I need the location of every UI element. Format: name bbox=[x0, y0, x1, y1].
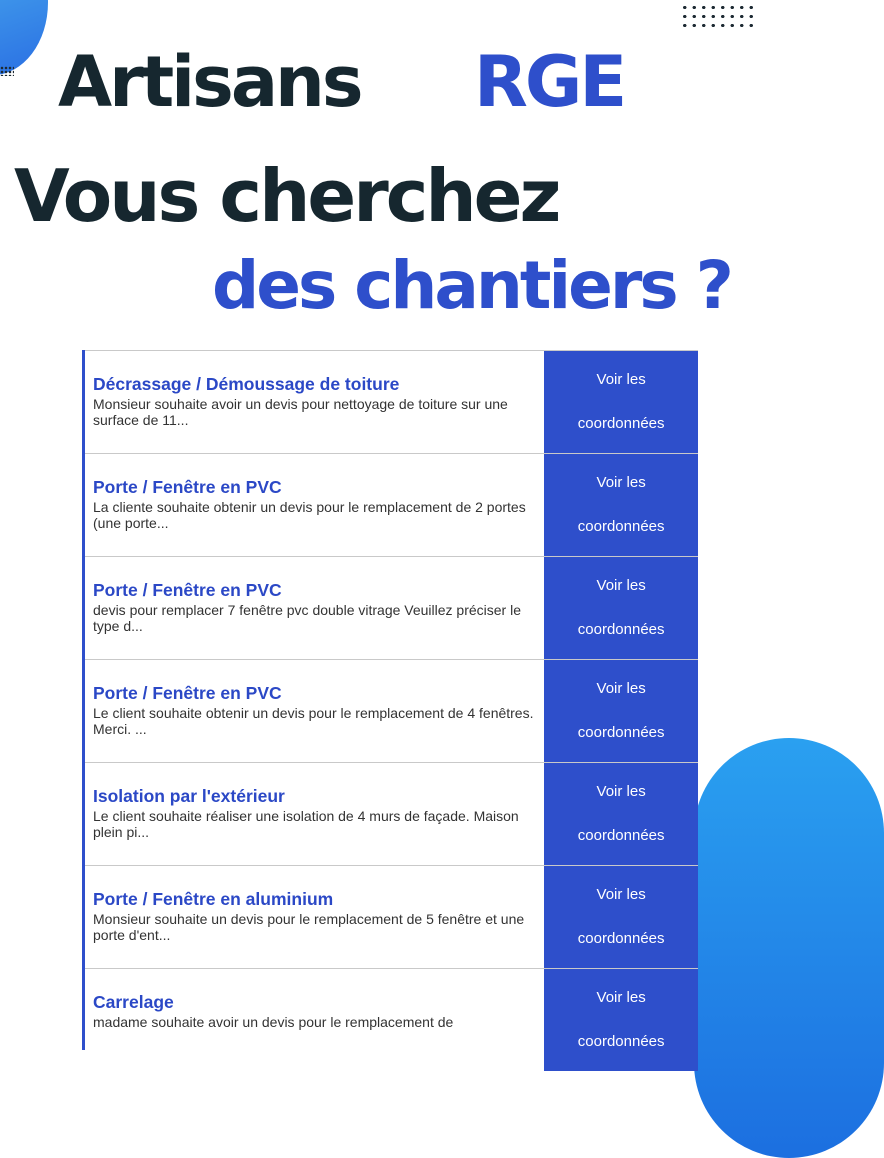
headline-artisans: Artisans bbox=[58, 41, 361, 123]
button-label-line1: Voir les bbox=[596, 989, 646, 1006]
button-label-line1: Voir les bbox=[596, 371, 646, 388]
button-label-line2: coordonnées bbox=[577, 518, 665, 535]
listing-title[interactable]: Carrelage bbox=[93, 992, 174, 1012]
listing-title[interactable]: Décrassage / Démoussage de toiture bbox=[93, 374, 400, 394]
view-contact-button[interactable] bbox=[544, 660, 698, 762]
view-contact-button[interactable] bbox=[544, 969, 698, 1071]
listing-description: Le client souhaite obtenir un devis pour le remplacement de 4 fenêtres. Merci. ... bbox=[93, 705, 534, 737]
list-item bbox=[85, 556, 698, 659]
button-label-line2: coordonnées bbox=[577, 1033, 665, 1050]
button-label-line2: coordonnées bbox=[577, 930, 665, 947]
headline-rge: RGE bbox=[474, 41, 625, 123]
button-label-line1: Voir les bbox=[596, 783, 646, 800]
list-item bbox=[85, 453, 698, 556]
decorative-blob-bottom bbox=[694, 738, 884, 1158]
job-listing bbox=[82, 350, 698, 1050]
listing-title[interactable]: Porte / Fenêtre en PVC bbox=[93, 580, 282, 600]
listing-text bbox=[85, 660, 544, 762]
view-contact-button[interactable] bbox=[544, 351, 698, 453]
button-label-line1: Voir les bbox=[596, 577, 646, 594]
listing-description: devis pour remplacer 7 fenêtre pvc double vitrage Veuillez préciser le type d... bbox=[93, 602, 522, 634]
list-item bbox=[85, 762, 698, 865]
listing-text bbox=[85, 557, 544, 659]
listing-title[interactable]: Porte / Fenêtre en PVC bbox=[93, 477, 282, 497]
listing-description: Monsieur souhaite avoir un devis pour nettoyage de toiture sur une surface de 11... bbox=[93, 396, 508, 428]
button-label-line2: coordonnées bbox=[577, 724, 665, 741]
decorative-dots-left bbox=[0, 66, 14, 76]
listing-text bbox=[85, 454, 544, 556]
view-contact-button[interactable] bbox=[544, 763, 698, 865]
button-label-line1: Voir les bbox=[596, 886, 646, 903]
view-contact-button[interactable] bbox=[544, 454, 698, 556]
listing-title[interactable]: Porte / Fenêtre en PVC bbox=[93, 683, 282, 703]
button-label-line2: coordonnées bbox=[577, 827, 665, 844]
list-item bbox=[85, 865, 698, 968]
listing-text bbox=[85, 866, 544, 968]
listing-text bbox=[85, 969, 544, 1071]
listing-description: La cliente souhaite obtenir un devis pour le remplacement de 2 portes (une porte... bbox=[93, 499, 526, 531]
list-item bbox=[85, 968, 698, 1071]
view-contact-button[interactable] bbox=[544, 557, 698, 659]
listing-description: Le client souhaite réaliser une isolation de 4 murs de façade. Maison plein pi... bbox=[93, 808, 519, 840]
button-label-line1: Voir les bbox=[596, 680, 646, 697]
button-label-line2: coordonnées bbox=[577, 621, 665, 638]
button-label-line2: coordonnées bbox=[577, 415, 665, 432]
headline-des-chantiers: des chantiers ? bbox=[212, 247, 731, 324]
listing-text bbox=[85, 763, 544, 865]
listing-text bbox=[85, 351, 544, 453]
list-item bbox=[85, 659, 698, 762]
listing-description: madame souhaite avoir un devis pour le remplacement de bbox=[93, 1014, 454, 1030]
button-label-line1: Voir les bbox=[596, 474, 646, 491]
decorative-blob-top bbox=[0, 0, 48, 75]
listing-title[interactable]: Isolation par l'extérieur bbox=[93, 786, 285, 806]
listing-description: Monsieur souhaite un devis pour le remplacement de 5 fenêtre et une porte d'ent... bbox=[93, 911, 525, 943]
listing-title[interactable]: Porte / Fenêtre en aluminium bbox=[93, 889, 334, 909]
headline-vous-cherchez: Vous cherchez bbox=[14, 154, 559, 238]
decorative-dots bbox=[680, 3, 754, 33]
list-item bbox=[85, 350, 698, 453]
view-contact-button[interactable] bbox=[544, 866, 698, 968]
